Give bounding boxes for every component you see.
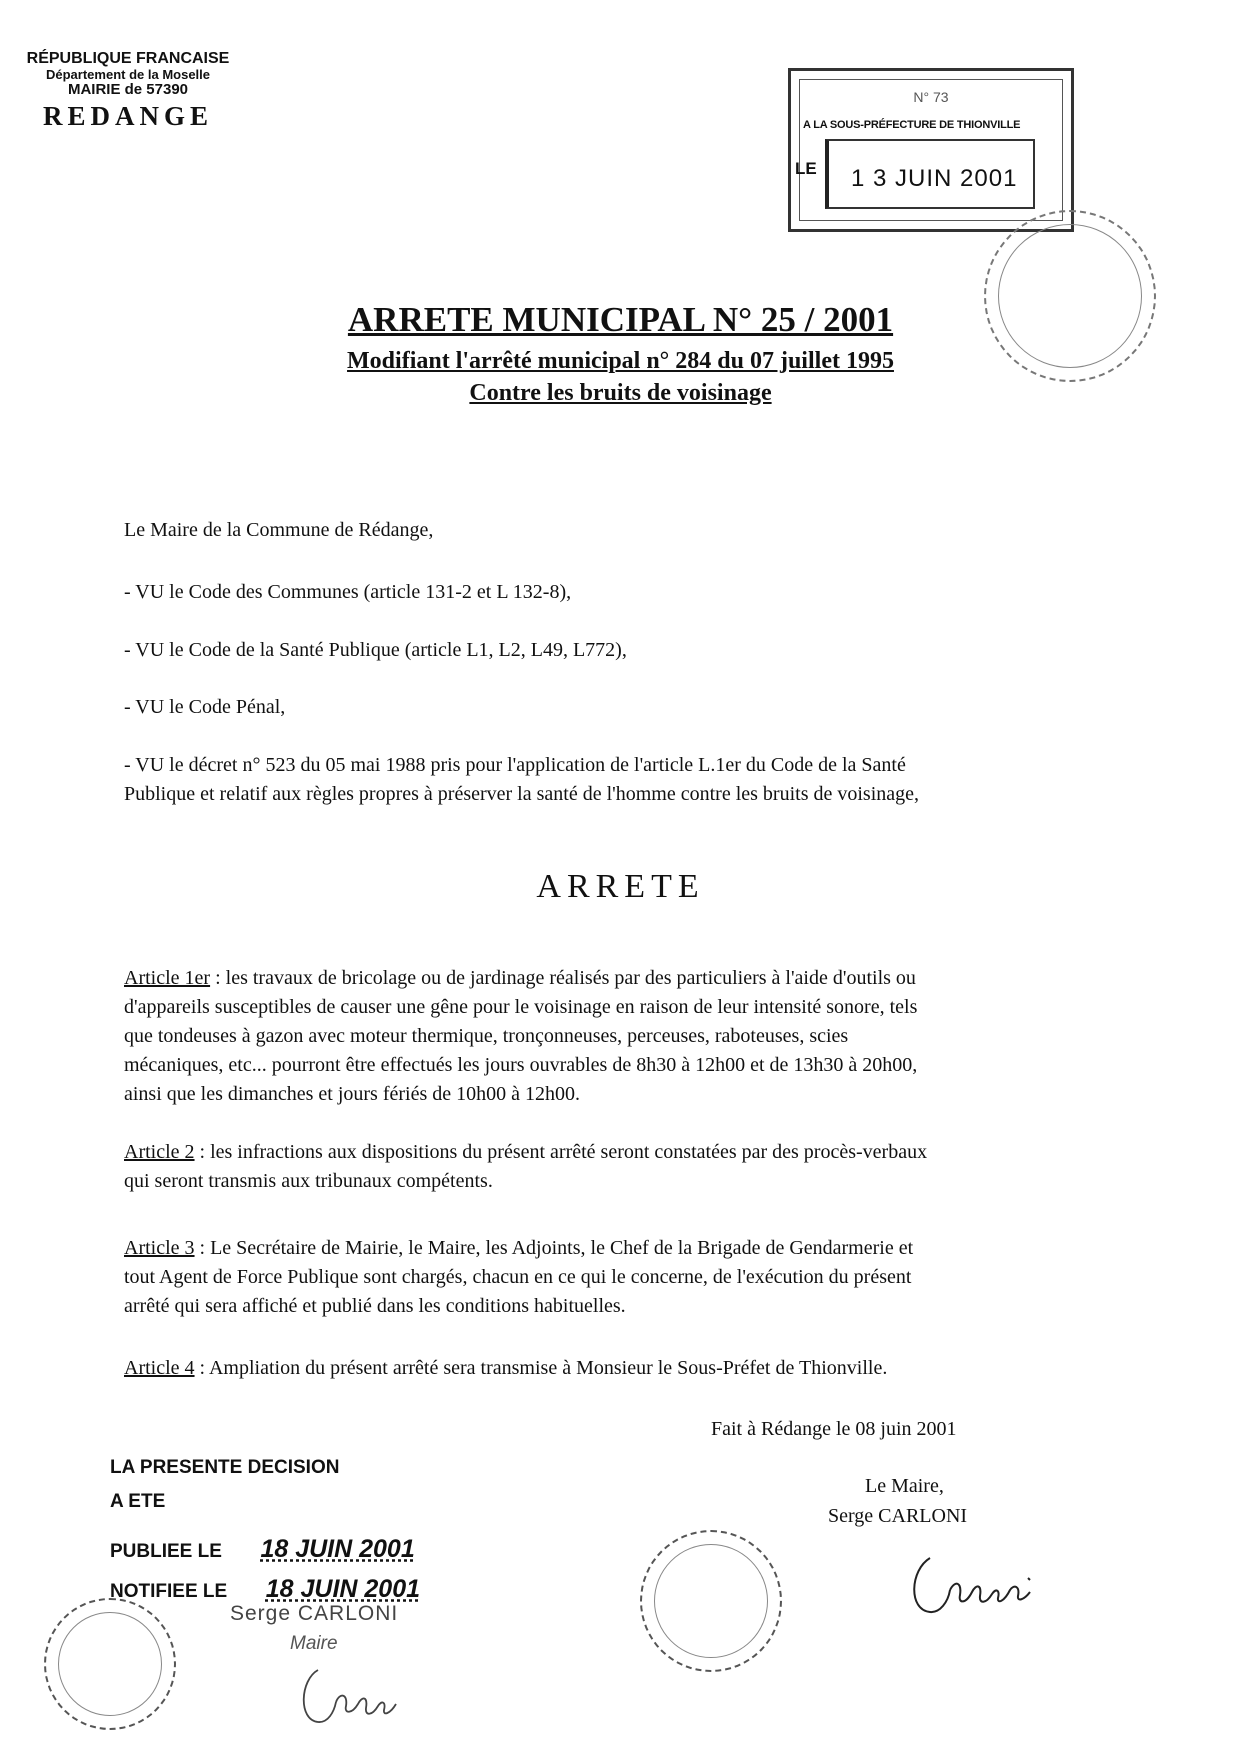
preamble-vu-communes: - VU le Code des Communes (article 131-2 et L 132-8), (124, 581, 572, 603)
subtitle-subject: Contre les bruits de voisinage (469, 380, 772, 406)
article-text: : Ampliation du présent arrêté sera transmise à Monsieur le Sous-Préfet de Thionville. (194, 1357, 888, 1379)
publication-signer-role: Maire (290, 1633, 338, 1654)
article-text: arrêté qui sera affiché et publié dans les conditions habituelles. (124, 1295, 626, 1317)
preamble-vu-decret-line: - VU le décret n° 523 du 05 mai 1988 pris pour l'application de l'article L.1er du Code de la Santé (124, 754, 906, 776)
preamble-vu-sante: - VU le Code de la Santé Publique (article L1, L2, L49, L772), (124, 639, 627, 661)
notified-label: NOTIFIEE LE (110, 1581, 228, 1602)
article-4 (124, 1354, 1114, 1383)
preamble-intro: Le Maire de la Commune de Rédange, (124, 519, 434, 541)
arrete-heading: ARRETE (536, 868, 705, 905)
article-text: qui seront transmis aux tribunaux compétents. (124, 1170, 493, 1192)
received-stamp-date: 1 3 JUIN 2001 (851, 165, 1018, 192)
department-label: Département de la Moselle (46, 66, 210, 82)
publication-line: A ETE (110, 1491, 166, 1512)
received-stamp (788, 68, 1074, 232)
published-label: PUBLIEE LE (110, 1541, 222, 1562)
republic-label: RÉPUBLIQUE FRANCAISE (26, 50, 230, 67)
signer-title: Le Maire, (865, 1475, 944, 1497)
article-label: Article 4 (124, 1357, 195, 1379)
received-stamp-datebox (825, 139, 1035, 209)
article-text: que tondeuses à gazon avec moteur thermique, tronçonneuses, perceuses, raboteuses, scies (124, 1025, 849, 1047)
signer-name: Serge CARLONI (828, 1505, 968, 1527)
article-text: : les travaux de bricolage ou de jardinage réalisés par des particuliers à l'aide d'outils ou (210, 967, 916, 989)
article-2 (124, 1138, 1114, 1196)
publication-signature-icon (290, 1660, 440, 1740)
subtitle-modification: Modifiant l'arrêté municipal n° 284 du 07 juillet 1995 (347, 348, 894, 374)
article-text: : Le Secrétaire de Mairie, le Maire, les Adjoints, le Chef de la Brigade de Gendarmerie et (194, 1237, 914, 1259)
preamble-vu-decret (124, 751, 1114, 809)
preamble-vu-penal: - VU le Code Pénal, (124, 696, 286, 718)
place-date: Fait à Rédange le 08 juin 2001 (711, 1418, 957, 1440)
preamble-vu-decret-line: Publique et relatif aux règles propres à préserver la santé de l'homme contre les bruits de voisinage, (124, 783, 919, 805)
mairie-seal-icon (640, 1530, 782, 1672)
mairie-seal-ring (654, 1544, 768, 1658)
prefecture-seal-ring (998, 224, 1142, 368)
article-text: d'appareils susceptibles de causer une gêne pour le voisinage en raison de leur intensité sonore, tels (124, 996, 918, 1018)
publication-stamp (110, 1457, 420, 1609)
received-stamp-number: N° 73 (913, 89, 949, 105)
mairie-seal-left-ring (58, 1612, 162, 1716)
received-stamp-le: LE (795, 159, 817, 178)
mairie-seal-left-icon (44, 1598, 176, 1730)
letterhead (22, 50, 234, 131)
article-3 (124, 1234, 1114, 1321)
published-date: 18 JUIN 2001 (260, 1535, 415, 1563)
article-label: Article 3 (124, 1237, 195, 1259)
article-text: mécaniques, etc... pourront être effectués les jours ouvrables de 8h30 à 12h00 et de 13h30 à 20h00, (124, 1054, 918, 1076)
page-title: ARRETE MUNICIPAL N° 25 / 2001 (347, 300, 894, 339)
article-text: tout Agent de Force Publique sont chargés, chacun en ce qui le concerne, de l'exécution du présent (124, 1266, 912, 1288)
received-stamp-label: A LA SOUS-PRÉFECTURE DE THIONVILLE (803, 119, 1021, 131)
notified-date: 18 JUIN 2001 (265, 1575, 421, 1603)
commune-name: REDANGE (42, 101, 213, 132)
article-label: Article 1er (124, 967, 211, 989)
mairie-label: MAIRIE de 57390 (67, 81, 189, 99)
article-label: Article 2 (124, 1141, 195, 1163)
publication-signer-name: Serge CARLONI (230, 1602, 399, 1625)
article-1 (124, 964, 1114, 1109)
article-text: ainsi que les dimanches et jours fériés de 10h00 à 12h00. (124, 1083, 580, 1105)
publication-line: LA PRESENTE DECISION (110, 1457, 340, 1478)
article-text: : les infractions aux dispositions du présent arrêté seront constatées par des procès-verbaux (194, 1141, 928, 1163)
mayor-signature-icon (900, 1540, 1070, 1630)
